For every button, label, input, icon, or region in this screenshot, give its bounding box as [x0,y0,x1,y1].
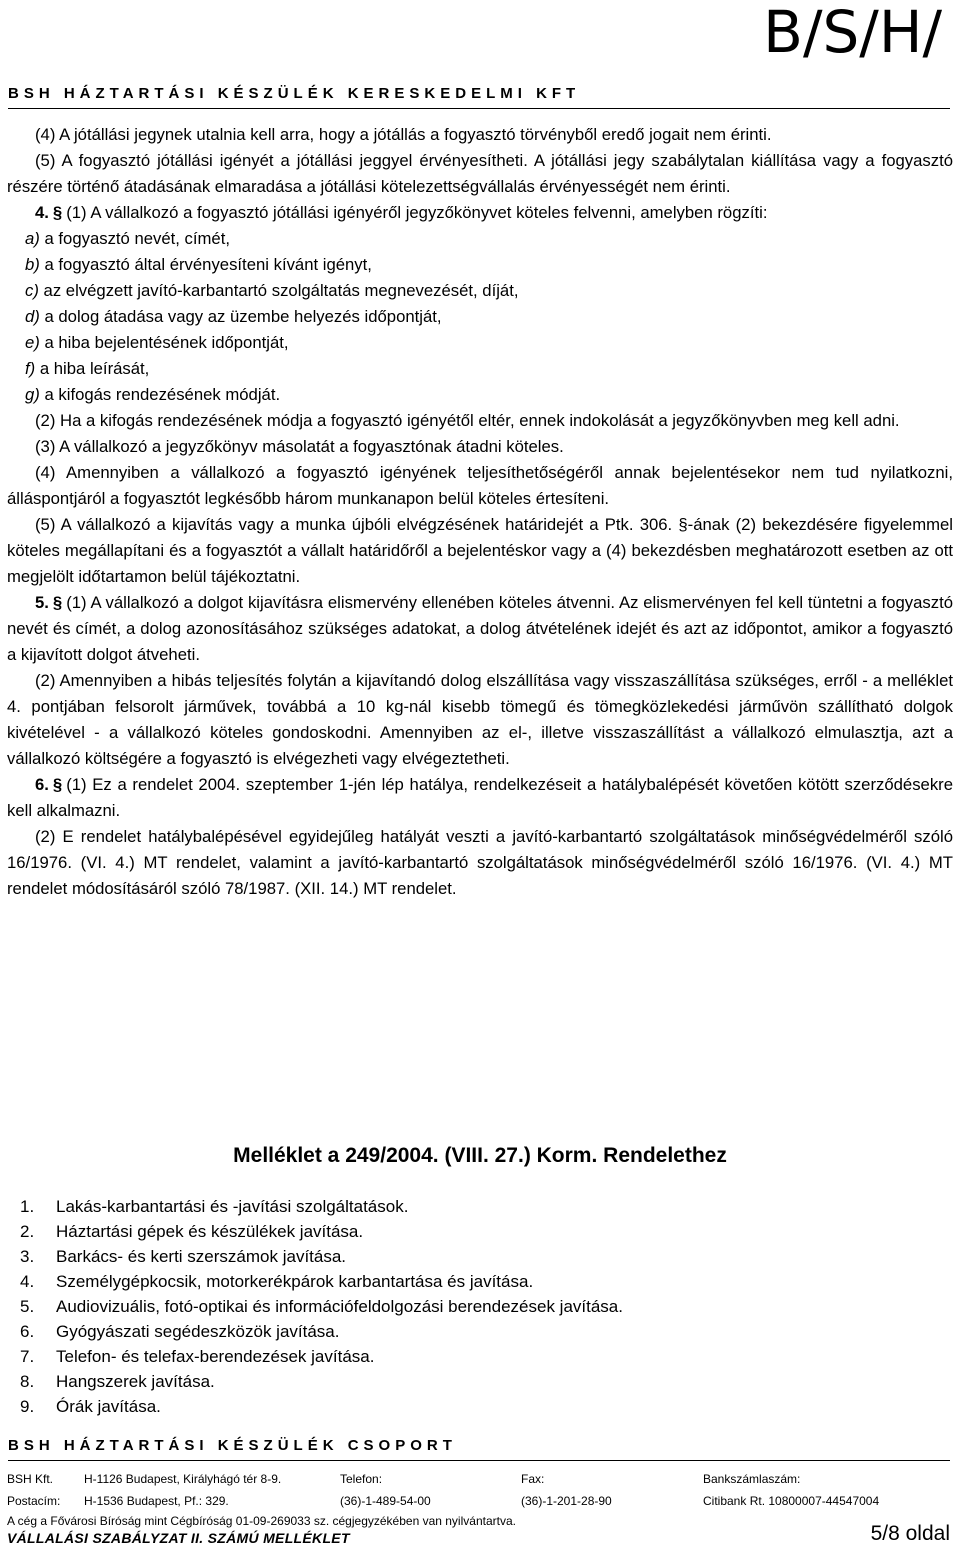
item-letter: g) [25,385,40,404]
list-item [25,382,953,408]
footer-contact [7,1468,953,1530]
paragraph: (4) Amennyiben a vállalkozó a fogyasztó igényének teljesíthetőségéről annak bejelentésekor nem tud nyilatkozni, álláspontjáról a fogyasztót legkésőbb három munkanapon belül köteles értesíteni. [7,463,953,508]
annex-item [20,1344,623,1369]
document-body [7,122,953,902]
annex-item [20,1194,623,1219]
item-number: 2. [20,1222,35,1241]
document-name: VÁLLALÁSI SZABÁLYZAT II. SZÁMÚ MELLÉKLET [7,1530,350,1546]
paragraph-text: (1) Ez a rendelet 2004. szeptember 1-jén lép hatálya, rendelkezéseit a hatálybalépését követően kötött szerződésekre kell alkalmazni. [7,775,953,820]
page-number: 5/8 oldal [870,1522,950,1545]
annex-item [20,1394,623,1419]
section-6-paragraph-1 [7,772,953,824]
item-number: 8. [20,1372,35,1391]
item-letter: b) [25,255,40,274]
annex-item [20,1369,623,1394]
annex-list [20,1194,623,1419]
footer-divider [8,1460,950,1461]
header-divider [8,108,950,109]
footer-row-2 [7,1490,953,1512]
paragraph-text: (1) A vállalkozó a fogyasztó jótállási igényéről jegyzőkönyvet köteles felvenni, amelyben rögzíti: [66,203,768,222]
paragraph: (2) Amennyiben a hibás teljesítés folytán a kijavítandó dolog elszállítása vagy visszaszállítása szükséges, erről - a melléklet 4. pontjában felsorolt járművek, továbbá a 10 kg-nál kisebb tömegű és tömegközlekedési járművön szállítható dolgok kivételével - a vállalkozó köteles gondoskodni. Amennyiben az el-, illetve visszaszállítást a vállalkozó elmulasztja, azt a vállalkozó költségére a fogyasztó is elvégezheti vagy elvégeztetheti. [7,671,953,768]
item-number: 5. [20,1297,35,1316]
footer-postal-address: H-1536 Budapest, Pf.: 329. [84,1494,229,1508]
item-text: Audiovizuális, fotó-optikai és információfeldolgozási berendezések javítása. [56,1297,623,1316]
footer-bank-label: Bankszámlaszám: [703,1472,801,1486]
footer-row-1 [7,1468,953,1490]
item-text: a dolog átadása vagy az üzembe helyezés időpontját, [39,307,442,326]
paragraph: (2) Ha a kifogás rendezésének módja a fogyasztó igényétől eltér, ennek indokolását a jegyzőkönyvben meg kell adni. [35,411,900,430]
section-symbol: § [52,203,63,222]
item-text: a hiba leírását, [35,359,150,378]
paragraph: (5) A fogyasztó jótállási igényét a jótállási jeggyel érvényesítheti. A jótállási jegy szabálytalan kiállítása vagy a fogyasztó részére történő átadásának elmaradása a jótállási kötelezettségvállalás érvényességét nem érinti. [7,151,953,196]
paragraph: (5) A vállalkozó a kijavítás vagy a munka újbóli elvégzésének határidejét a Ptk. 306. §-ának (2) bekezdésére figyelemmel köteles megállapítani és a fogyasztót a vállalt határidőről a bejelentéskor vagy a (4) bekezdésben meghatározott esetben az ott megjelölt időtartamon belül tájékoztatni. [7,515,953,586]
section-number: 5. [35,593,49,612]
list-item [25,304,953,330]
paragraph-text: (1) A vállalkozó a dolgot kijavításra elismervény ellenében köteles átvenni. Az elismervényen fel kell tüntetni a fogyasztó nevét és címét, a dolog azonosításához szükséges adatokat, a dolog átvételének idejét és azt az időpontot, amikor a fogyasztó a kijavított dolgot átveheti. [7,593,953,664]
item-text: Hangszerek javítása. [56,1372,215,1391]
item-letter: a) [25,229,40,248]
item-text: Barkács- és kerti szerszámok javítása. [56,1247,347,1266]
item-number: 6. [20,1322,35,1341]
item-letter: e) [25,333,40,352]
section-5-paragraph-1 [7,590,953,668]
annex-item [20,1269,623,1294]
item-text: Gyógyászati segédeszközök javítása. [56,1322,340,1341]
item-letter: f) [25,359,36,378]
section-symbol: § [52,593,63,612]
list-item [25,356,953,382]
item-text: Telefon- és telefax-berendezések javítása. [56,1347,375,1366]
item-number: 7. [20,1347,35,1366]
item-number: 9. [20,1397,35,1416]
item-text: Lakás-karbantartási és -javítási szolgáltatások. [56,1197,409,1216]
annex-title: Melléklet a 249/2004. (VIII. 27.) Korm. Rendelethez [233,1144,727,1167]
footer-fax: (36)-1-201-28-90 [521,1494,612,1508]
list-item [25,252,953,278]
company-group-footer: BSH HÁZTARTÁSI KÉSZÜLÉK CSOPORT [8,1437,457,1454]
item-letter: c) [25,281,39,300]
item-text: Háztartási gépek és készülékek javítása. [56,1222,364,1241]
item-text: a hiba bejelentésének időpontját, [39,333,289,352]
footer-address: H-1126 Budapest, Királyhágó tér 8-9. [84,1472,282,1486]
item-text: Személygépkocsik, motorkerékpárok karbantartása és javítása. [56,1272,534,1291]
item-text: a fogyasztó által érvényesíteni kívánt igényt, [39,255,372,274]
footer-bank-account: Citibank Rt. 10800007-44547004 [703,1494,880,1508]
footer-fax-label: Fax: [521,1472,545,1486]
footer-phone: (36)-1-489-54-00 [340,1494,431,1508]
paragraph: (3) A vállalkozó a jegyzőkönyv másolatát a fogyasztónak átadni köteles. [35,437,564,456]
section-4-item-list [7,226,953,408]
item-text: a fogyasztó nevét, címét, [39,229,230,248]
list-item [25,330,953,356]
item-letter: d) [25,307,40,326]
footer-company: BSH Kft. [7,1472,54,1486]
list-item [25,278,953,304]
item-text: a kifogás rendezésének módját. [39,385,281,404]
company-name-header: BSH HÁZTARTÁSI KÉSZÜLÉK KERESKEDELMI KFT [8,85,581,102]
company-logo: B/S/H/ [763,0,942,66]
section-symbol: § [52,775,63,794]
footer-phone-label: Telefon: [340,1472,383,1486]
annex-item [20,1294,623,1319]
item-number: 1. [20,1197,35,1216]
section-number: 6. [35,775,49,794]
section-4-paragraph-1 [7,200,953,226]
item-number: 4. [20,1272,35,1291]
item-text: az elvégzett javító-karbantartó szolgáltatás megnevezését, díját, [38,281,519,300]
annex-item [20,1219,623,1244]
footer-registry: A cég a Fővárosi Bíróság mint Cégbíróság 01-09-269033 sz. cégjegyzékében van nyilvántartva. [7,1514,516,1528]
list-item [25,226,953,252]
paragraph: (2) E rendelet hatálybalépésével egyidejűleg hatályát veszti a javító-karbantartó szolgáltatások minőségvédelméről szóló 16/1976. (VI. 4.) MT rendelet, valamint a javító-karbantartó szolgáltatások minőségvédelméről szóló 16/1976. (VI. 4.) MT rendelet módosításáról szóló 78/1987. (XII. 14.) MT rendelet. [7,827,953,898]
section-number: 4. [35,203,49,222]
footer-postal-label: Postacím: [7,1494,61,1508]
annex-item [20,1319,623,1344]
annex-item [20,1244,623,1269]
item-text: Órák javítása. [56,1397,161,1416]
paragraph: (4) A jótállási jegynek utalnia kell arra, hogy a jótállás a fogyasztó törvényből eredő jogait nem érinti. [35,125,772,144]
item-number: 3. [20,1247,35,1266]
